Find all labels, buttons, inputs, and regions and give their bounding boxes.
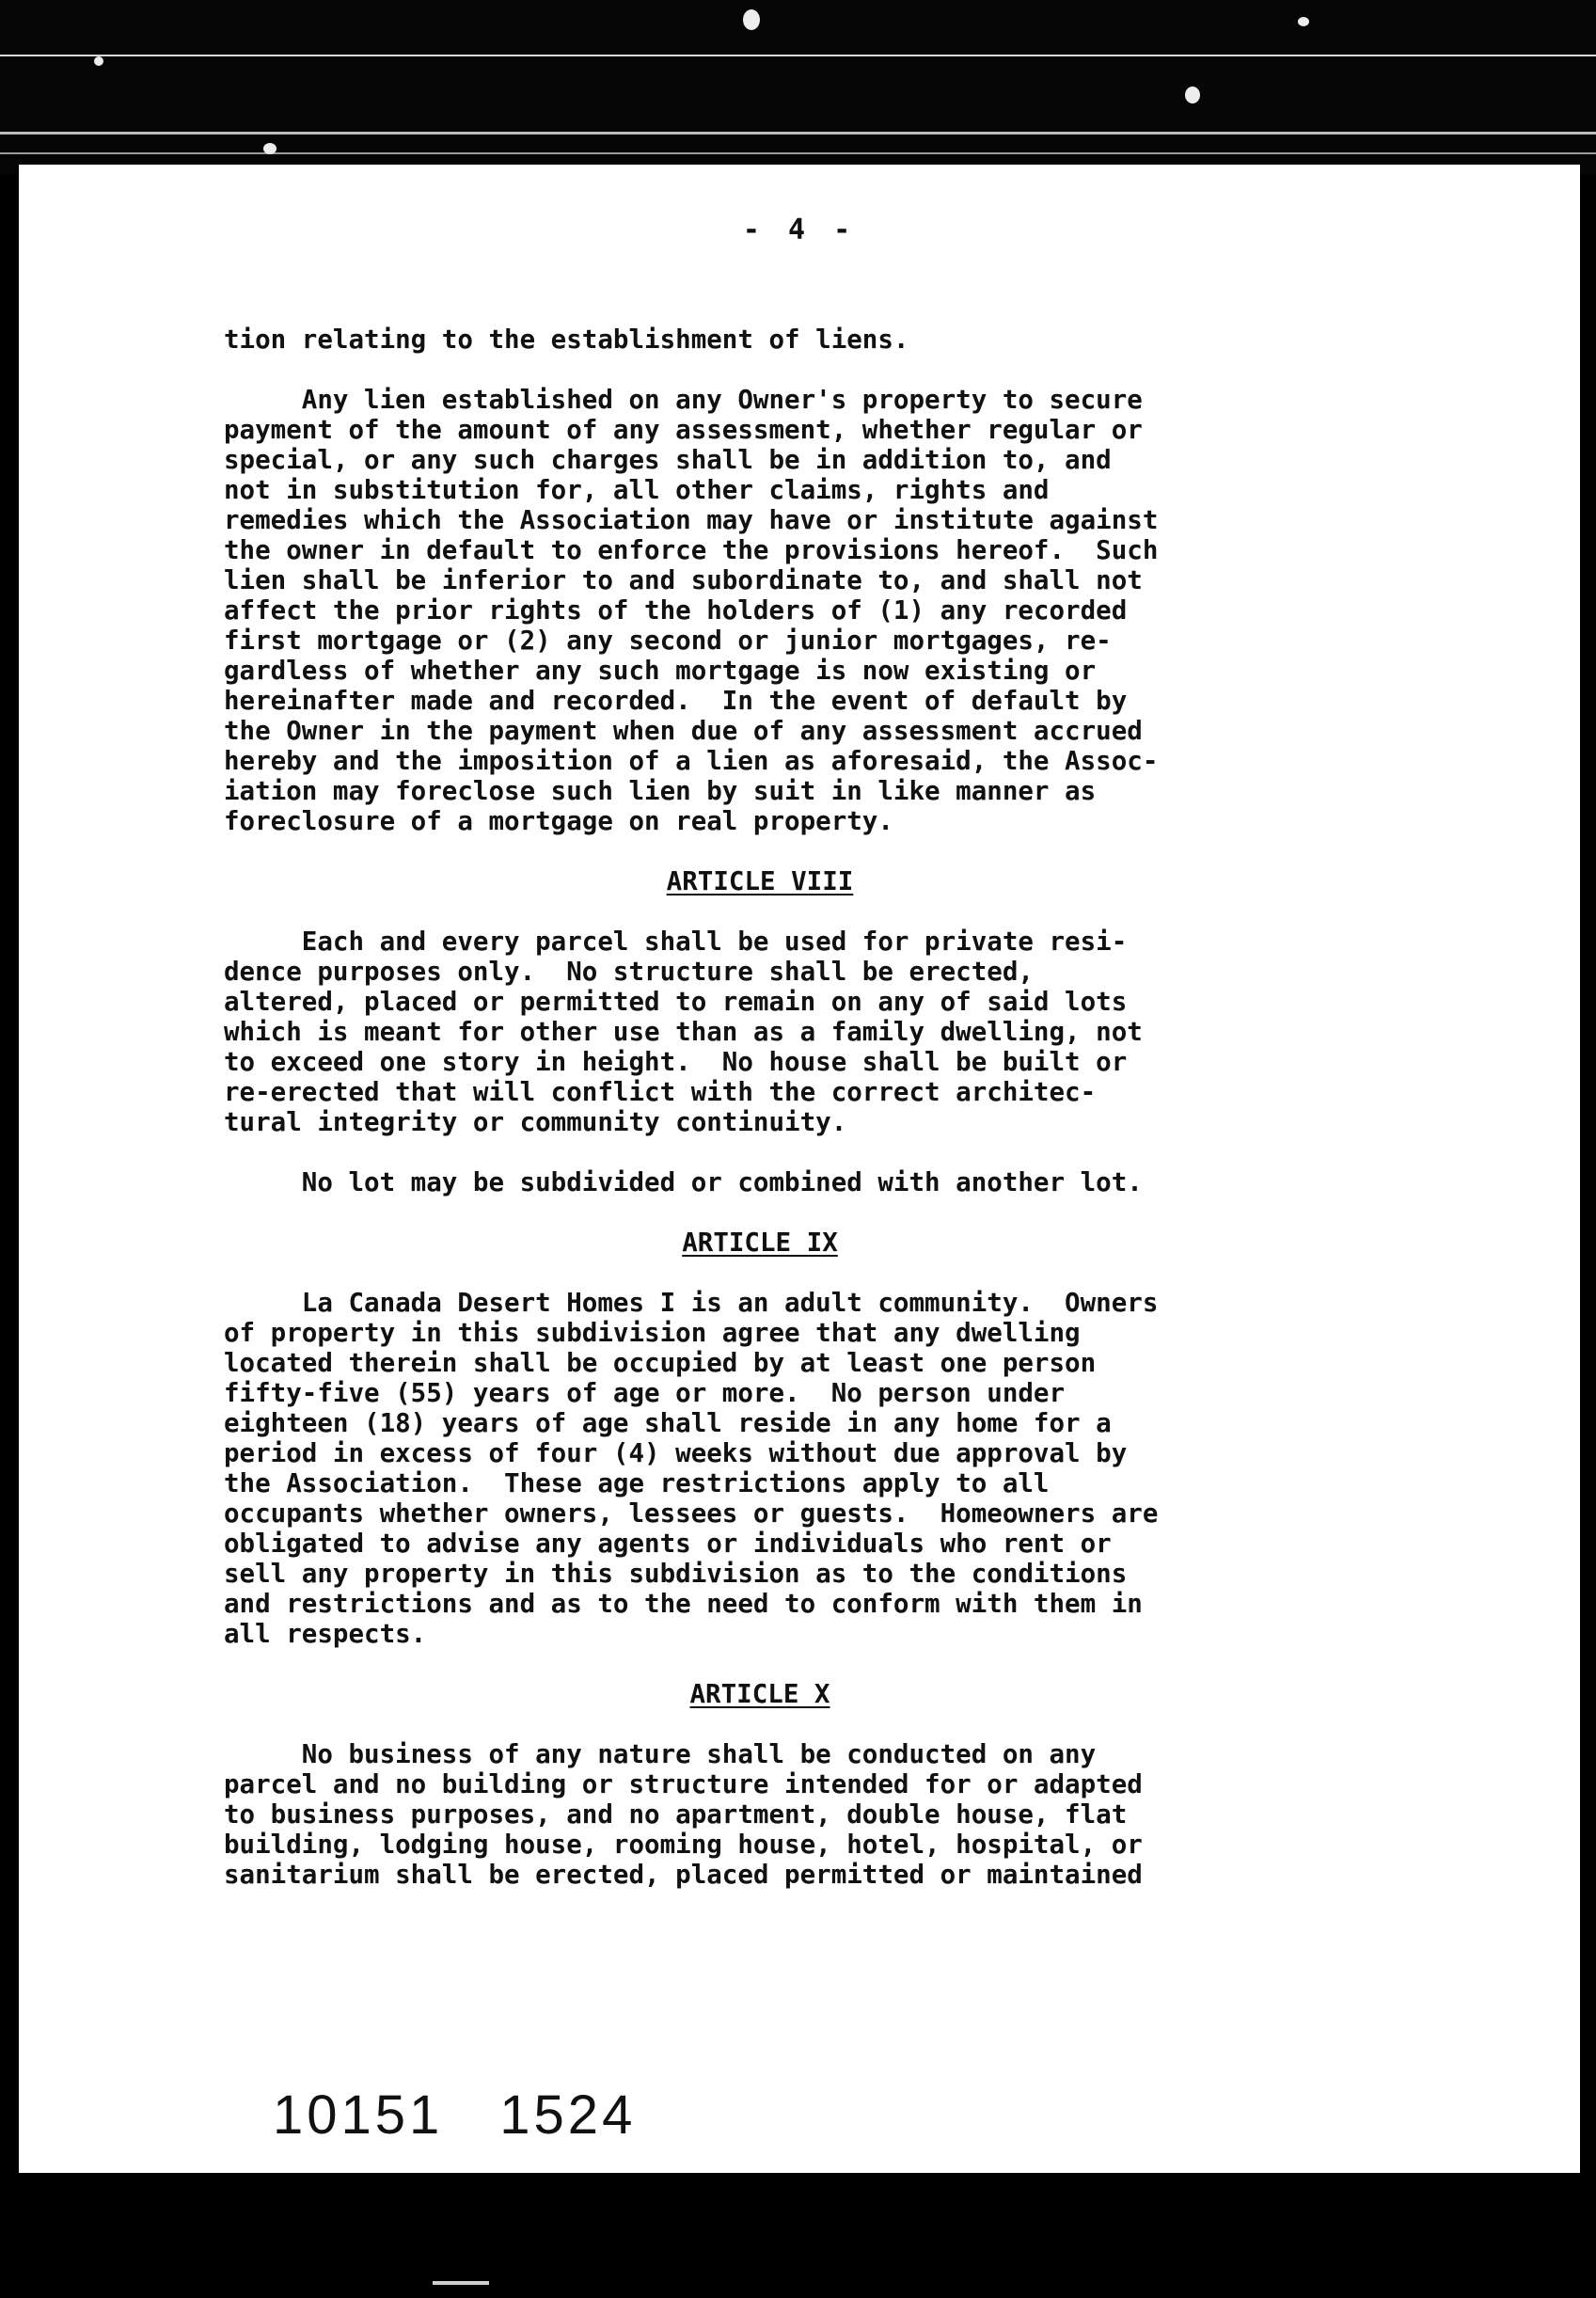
scan-artifact-line bbox=[0, 152, 1596, 154]
paragraph-gap bbox=[224, 1649, 1352, 1679]
paragraph bbox=[224, 1739, 1352, 1890]
text-line: Any lien established on any Owner's property to secure bbox=[224, 385, 1143, 415]
text-line: No business of any nature shall be conducted on any bbox=[224, 1739, 1097, 1769]
paragraph bbox=[224, 1167, 1352, 1197]
text-line: sell any property in this subdivision as to the conditions bbox=[224, 1559, 1128, 1589]
scan-artifact-mark bbox=[433, 2281, 489, 2285]
paragraph-gap bbox=[224, 1258, 1352, 1288]
article-heading: ARTICLE IX bbox=[682, 1228, 838, 1258]
text-line: building, lodging house, rooming house, hotel, hospital, or bbox=[224, 1830, 1143, 1860]
scan-border-top bbox=[0, 0, 1596, 174]
document-body bbox=[224, 325, 1352, 1890]
scan-speck bbox=[94, 56, 103, 66]
text-line: Each and every parcel shall be used for private resi- bbox=[224, 927, 1128, 957]
paragraph-gap bbox=[224, 1197, 1352, 1228]
scan-artifact-line bbox=[0, 55, 1596, 56]
text-line: the Association. These age restrictions apply to all bbox=[224, 1468, 1050, 1498]
text-line: affect the prior rights of the holders of (1) any recorded bbox=[224, 595, 1128, 626]
text-line: located therein shall be occupied by at least one person bbox=[224, 1348, 1097, 1378]
paragraph-gap bbox=[224, 1137, 1352, 1167]
text-line: fifty-five (55) years of age or more. No person under bbox=[224, 1378, 1066, 1408]
text-line: payment of the amount of any assessment, whether regular or bbox=[224, 415, 1143, 445]
text-line: not in substitution for, all other claims, rights and bbox=[224, 475, 1050, 505]
text-line: iation may foreclose such lien by suit in like manner as bbox=[224, 776, 1097, 806]
paragraph-gap bbox=[224, 355, 1352, 385]
text-line: to exceed one story in height. No house shall be built or bbox=[224, 1047, 1128, 1077]
scan-speck bbox=[743, 9, 760, 30]
scan-artifact-line bbox=[0, 132, 1596, 135]
text-line: all respects. bbox=[224, 1619, 427, 1649]
text-line: dence purposes only. No structure shall be erected, bbox=[224, 957, 1034, 987]
text-line: re-erected that will conflict with the correct architec- bbox=[224, 1077, 1097, 1107]
text-line: eighteen (18) years of age shall reside in any home for a bbox=[224, 1408, 1112, 1438]
paragraph-gap bbox=[224, 836, 1352, 866]
text-line: which is meant for other use than as a family dwelling, not bbox=[224, 1017, 1143, 1047]
text-line: first mortgage or (2) any second or junior mortgages, re- bbox=[224, 626, 1112, 656]
article-heading: ARTICLE VIII bbox=[666, 866, 854, 896]
text-line: period in excess of four (4) weeks without due approval by bbox=[224, 1438, 1128, 1468]
recording-number bbox=[273, 2084, 692, 2147]
text-line: No lot may be subdivided or combined with another lot. bbox=[224, 1167, 1143, 1197]
text-line: obligated to advise any agents or individuals who rent or bbox=[224, 1529, 1112, 1559]
text-line: occupants whether owners, lessees or guests. Homeowners are bbox=[224, 1498, 1159, 1529]
document-page bbox=[19, 165, 1580, 2173]
page-number: - 4 - bbox=[742, 214, 857, 246]
text-line: foreclosure of a mortgage on real property. bbox=[224, 806, 893, 836]
text-line: and restrictions and as to the need to conform with them in bbox=[224, 1589, 1143, 1619]
text-line: parcel and no building or structure intended for or adapted bbox=[224, 1769, 1143, 1799]
text-line: tion relating to the establishment of liens. bbox=[224, 325, 909, 355]
text-line: hereinafter made and recorded. In the event of default by bbox=[224, 686, 1128, 716]
scan-speck bbox=[1185, 87, 1200, 103]
text-line: altered, placed or permitted to remain on any of said lots bbox=[224, 987, 1128, 1017]
text-line: the owner in default to enforce the provisions hereof. Such bbox=[224, 535, 1159, 565]
paragraph-gap bbox=[224, 896, 1352, 927]
text-line: hereby and the imposition of a lien as aforesaid, the Assoc- bbox=[224, 746, 1159, 776]
article-heading: ARTICLE X bbox=[689, 1679, 830, 1709]
text-line: sanitarium shall be erected, placed permitted or maintained bbox=[224, 1860, 1143, 1890]
text-line: the Owner in the payment when due of any assessment accrued bbox=[224, 716, 1143, 746]
text-line: La Canada Desert Homes I is an adult community. Owners bbox=[224, 1288, 1159, 1318]
paragraph bbox=[224, 325, 1352, 355]
text-line: of property in this subdivision agree that any dwelling bbox=[224, 1318, 1081, 1348]
scan-speck bbox=[1298, 17, 1309, 26]
text-line: gardless of whether any such mortgage is now existing or bbox=[224, 656, 1097, 686]
recording-book-number: 10151 bbox=[273, 2084, 444, 2146]
paragraph bbox=[224, 927, 1352, 1137]
text-line: lien shall be inferior to and subordinate to, and shall not bbox=[224, 565, 1143, 595]
paragraph-gap bbox=[224, 1709, 1352, 1739]
text-line: to business purposes, and no apartment, double house, flat bbox=[224, 1799, 1128, 1830]
recording-page-number: 1524 bbox=[499, 2084, 637, 2146]
text-line: remedies which the Association may have or institute against bbox=[224, 505, 1159, 535]
paragraph bbox=[224, 385, 1352, 836]
scan-speck bbox=[263, 143, 277, 154]
text-line: special, or any such charges shall be in addition to, and bbox=[224, 445, 1112, 475]
text-line: tural integrity or community continuity. bbox=[224, 1107, 847, 1137]
paragraph bbox=[224, 1288, 1352, 1649]
